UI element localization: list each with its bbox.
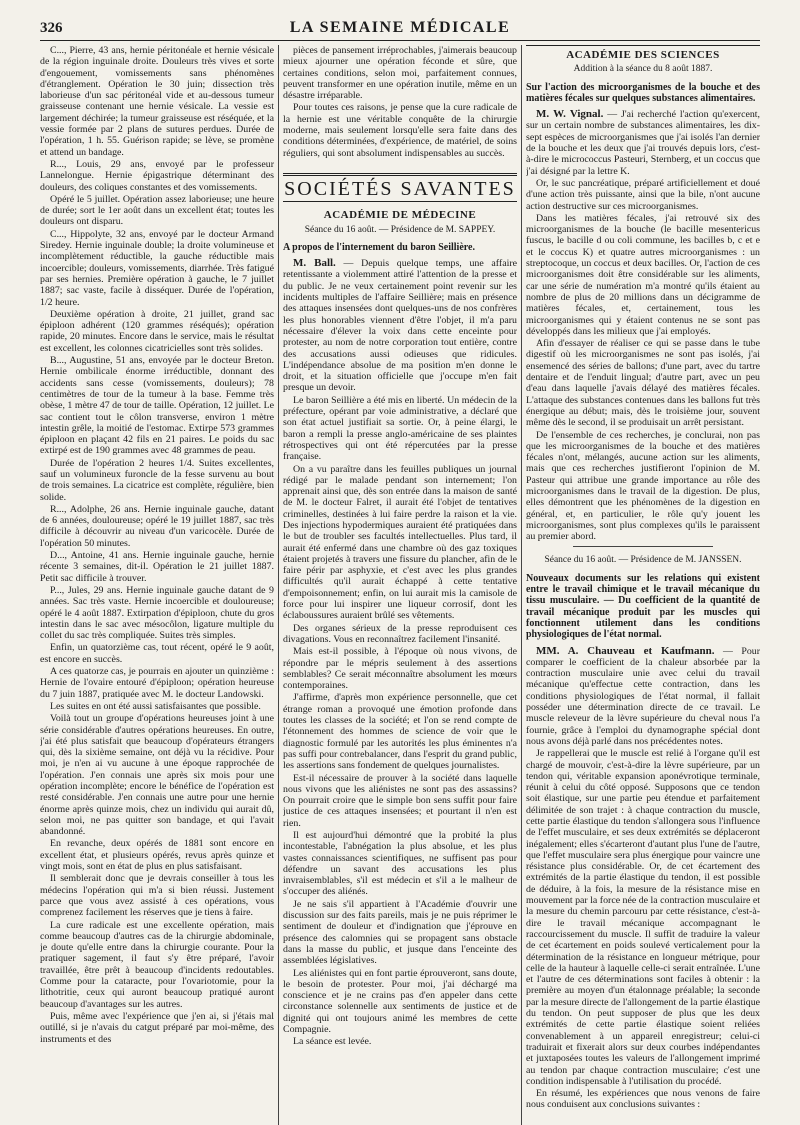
paragraph: Les aliénistes qui en font partie éprouveront, sans doute, le besoin de protester. Pour moi, j'ai déchargé ma conscience et je ne crains pas d'en appeler dans cette circonstance solennelle aux sentiments de justice et de dignité qui ont toujours animé les membres de cette Compagnie. [283, 967, 517, 1036]
paragraph: P..., Jules, 29 ans. Hernie inguinale gauche datant de 9 années. Sac très vaste. Hernie incoercible et douloureuse; opéré le 4 août 1887. Extirpation d'épiploon, chute du gros intestin dans le sac avec mésocôlon, ligature multiple du collet du sac très compliquée. Suites très simples. [40, 584, 274, 642]
paragraph: Opéré le 5 juillet. Opération assez laborieuse; une heure de durée; sort le 1er août dans un excellent état; toutes les douleurs ont disparu. [40, 193, 274, 228]
paragraph: R..., Adolphe, 26 ans. Hernie inguinale gauche, datant de 6 années, douloureuse; opéré le 19 juillet 1887, sac très difficile à découvrir au niveau d'un varicocèle. Durée de l'opération 50 minutes. [40, 503, 274, 549]
paragraph: Est-il nécessaire de prouver à la société dans laquelle nous vivons que les aliénistes ne sont pas des assassins? On pourrait croire que le simple bon sens suffit pour faire justice de ces attaques insensées; et pourtant il n'en est rien. [283, 772, 517, 829]
seance-meta: Addition à la séance du 8 août 1887. [573, 64, 713, 75]
speaker-name: M. Ball. [293, 257, 336, 270]
journal-title: LA SEMAINE MÉDICALE [289, 19, 511, 36]
paragraph: Enfin, un quatorzième cas, tout récent, opéré le 9 août, est encore en succès. [40, 642, 274, 665]
columns [40, 45, 760, 1125]
page-number: 326 [40, 20, 63, 36]
column-2 [283, 45, 517, 1125]
paragraph: Deuxième opération à droite, 21 juillet, grand sac épiploon adhérent (120 grammes réséqués); opération rapide, 20 minutes. Encore dans le service, mais le résultat est excellent, les colonnes cicatricielles sont très solides. [40, 308, 274, 354]
page-header [40, 18, 760, 41]
speaker-paragraph [526, 109, 760, 177]
paragraph: La cure radicale est une excellente opération, mais comme beaucoup d'autres cas de la chirurgie abdominale, je doute qu'elle entre dans la chirurgie courante. Pour la pratiquer sagement, il faut s'y être préparé, l'avoir travaillée, être prêt à beaucoup d'incidents redoutables. Comme pour la cataracte, pour l'ovariotomie, pour la lithotritie, ceux qui auront beaucoup pratiqué auront beaucoup d'avantages sur les autres. [40, 919, 274, 1010]
paragraph: Le baron Seillière a été mis en liberté. Un médecin de la préfecture, opérant par voie administrative, a déclaré que son état actuel justifiait sa sortie. Or, à peine élargi, le baron a rempli la presse anglo-américaine de ses plaintes rétrospectives qui ont été répercutées par la presse française. [283, 394, 517, 463]
seance-meta: Séance du 16 août. — Présidence de M. SAPPEY. [304, 224, 496, 235]
paragraph: On a vu paraître dans les feuilles publiques un journal rédigé par le malade pendant son internement; l'on apprenait ainsi que, dès son entrée dans la maison de santé de M. le docteur Falret, il aurait été l'objet de tentatives criminelles, destinées à lui faire perdre la raison et la vie. Des injections hypodermiques auraient été pratiquées dans le but de troubler ses facultés intellectuelles. Plus tard, il aurait été enfermé dans une chambre où des gaz toxiques étaient projetés à travers une fissure du plancher, afin de le faire périr par asphyxie, et c'est avec les plus grandes difficultés qu'il aurait échappé à cette tentative d'empoisonnement; enfin, on lui aurait mis la camisole de force pour lui inspirer une liqueur corrosif, dont les éclaboussures auraient brûlé ses vêtements. [283, 463, 517, 622]
paragraph: Dans les matières fécales, j'ai retrouvé six des microorganismes de la bouche (le bacille mesentericus fuscus, le bacille d ou coli commune, les bacilles b, c et e et le coccus K) et quatre autres microorganismes : un streptocoque, un coccus et deux bacilles. Or, l'action de ces microorganismes doit être considérable sur les aliments, car une série de numération m'a montré qu'ils étaient au nombre de plus de 20 millions dans un décigramme de matières fécales, et, certainement, tous les microorganismes qui y étaient contenus ne se sont pas développés dans les milieux que j'ai employés. [526, 212, 760, 337]
paragraph: D..., Antoine, 41 ans. Hernie inguinale gauche, hernie récente 3 semaines, dit-il. Opération le 21 juillet 1887. Petit sac difficile à trouver. [40, 550, 274, 584]
seance-meta: Séance du 16 août. — Présidence de M. JANSSEN. [544, 555, 742, 566]
paragraph: B..., Augustine, 51 ans, envoyée par le docteur Breton. Hernie ombilicale énorme irréductible, donnant des accidents sans cesse (vomissements, douleurs); 78 centimètres de tour de la tumeur à la base. Femme très obèse, 1 mètre 47 de tour de taille. Opération, 12 juillet. Le sac contient tout le côlon transverse, environ 1 mètre intestin grêle, la moitié de l'estomac. Extirpe 573 grammes épiploon en plaçant 42 fils en 21 paires. Le poids du sac extirpé est de 190 grammes avec 48 grammes de peau. [40, 355, 274, 457]
academie-medecine-body [283, 395, 517, 1048]
paragraph: Il semblerait donc que je devrais conseiller à tous les médecins l'opération qui m'a si bien réussi. Justement parce que vous avez assisté à ces opérations, vous comprenez facilement les réserves que je tiens à faire. [40, 873, 274, 919]
speaker-paragraph [526, 646, 760, 748]
paragraph: En revanche, deux opérés de 1881 sont encore en excellent état, et plusieurs opérés, revus après quinze et vingt mois, sont en état de plus en plus satisfaisant. [40, 838, 274, 873]
paragraph: Puis, même avec l'expérience que j'en ai, si j'étais mal outillé, si je n'avais du catgut préparé par moi-même, des instruments et des [40, 1010, 274, 1045]
academie-sciences-body [526, 178, 760, 543]
column-1 [40, 45, 274, 1125]
paragraph-text: — Depuis quelque temps, une affaire retentissante a violemment attiré l'attention de la presse et du public. Je ne veux certainement point revenir sur les incidents multiples de l'affaire Seillière; mais en présence des attaques insensées dont quelques-uns de nos confrères les plus honorables viennent d'être l'objet, il m'a paru nécessaire d'élever la voix dans cette enceinte pour protester, au nom de notre corporation tout entière, contre des accusations aussi odieuses que ridicules. L'indépendance absolue de ma position m'en donne le droit, et la situation officielle que j'occupe m'en fait presque un devoir. [283, 258, 517, 394]
article-subhead: Nouveaux documents sur les relations qui existent entre le travail chimique et le travail mécanique du tissu musculaire. — Du coefficient de la quantité de travail mécanique produit par les muscles qui fonctionnent utilement dans les conditions physiologiques de l'état normal. [526, 572, 760, 641]
paragraph: C..., Pierre, 43 ans, hernie péritonéale et hernie vésicale de la région inguinale droite. Douleurs très vives et sorte d'engouement, vomissements sans phénomènes d'étranglement. Opération le 30 juin; dissection très laborieuse d'un sac péritonéal vide et au-dessous tumeur graisseuse contenant une hernie vésicale. La vessie est largement déchirée; la tumeur graisseuse est réséquée, et la vessie formée par 2 plans de sutures perdues. Durée de l'opération, 1 h. 55. Guérison rapide; se lève, se promène et attend un bandage. [40, 45, 274, 158]
paragraph: Durée de l'opération 2 heures 1/4. Suites excellentes, sauf un volumineux furoncle de la fesse survenu au bout de trois semaines. La cicatrice est complète, régulière, bien solide. [40, 457, 274, 503]
article-subhead: Sur l'action des microorganismes de la bouche et des matières fécales sur quelques substances alimentaires. [526, 81, 760, 104]
section-banner-title: SOCIÉTÉS SAVANTES [284, 177, 516, 200]
paragraph: Je rappellerai que le muscle est relié à l'organe qu'il est chargé de mouvoir, c'est-à-dire la lèvre supérieure, par un tendon qui, véritable expansion aponévrotique terminale, réunit à celui du côté opposé. Supposons que ce tendon soit élastique, sur une partie peu étendue et parfaitement délimitée de son trajet : à chaque contraction du muscle, cette partie élastique du tendon s'allongera sous l'influence de l'effet musculaire, et ses deux extrémités se déplaceront inégalement; elles s'écarteront d'autant plus l'une de l'autre, que l'effet musculaire sera plus énergique pour vaincre une résistance plus considérable. Or, de cet écartement des extrémités de la partie élastique du tendon, il est possible de déduire, à la fois, la mesure de la résistance mise en mouvement par la force née de la contraction musculaire et la mesure du chemin parcouru par cette résistance, c'est-à-dire le travail mécanique accompagnant le raccourcissement du muscle. Il suffit de traduire la valeur de cet écartement en poids soulevé verticalement pour la détermination de la résistance en longueur métrique, pour celle de la hauteur à laquelle celle-ci serait entraînée. L'une et l'autre de ces déterminations sont faciles à obtenir : la première au moyen d'un étalonnage préalable; la seconde par la mesure directe de l'allongement de la partie élastique du tendon. On peut supposer de plus que les deux extrémités de cette partie élastique soient reliées convenablement à un appareil enregistreur; celui-ci traduirait et fixerait alors sur deux courbes indépendantes et juxtaposées toutes les valeurs de l'allongement imprimé au tendon par chaque contraction musculaire; c'est une condition indispensable à l'utilisation du procédé. [526, 748, 760, 1087]
column-divider [521, 45, 522, 1125]
paragraph: Mais est-il possible, à l'époque où nous vivons, de répondre par le mépris seulement à des assertions semblables? Ce serait méconnaître absolument les mœurs contemporaines. [283, 646, 517, 692]
paragraph: La séance est levée. [293, 1036, 372, 1048]
paragraph: C..., Hippolyte, 32 ans, envoyé par le docteur Armand Siredey. Hernie inguinale double; la droite volumineuse et incomplètement réductible, la gauche réductible mais incoercible; douleurs, vomissements, diarrhée. Très fatigué par ses hernies. Première opération à gauche, le 7 juillet 1887; sac vaste, facile à disséquer. Durée de l'opération, 1/2 heure. [40, 228, 274, 308]
paragraph: Les suites en ont été aussi satisfaisantes que possible. [50, 700, 261, 712]
academie-sciences-body-2 [526, 748, 760, 1111]
paragraph: En résumé, les expériences que nous venons de faire nous conduisent aux conclusions suivantes : [526, 1088, 760, 1111]
paragraph: Or, le suc pancréatique, préparé artificiellement et doué d'une action très puissante, ainsi que la bile, n'ont aucune action destructive sur ces microorganismes. [526, 177, 760, 212]
paragraph: Pour toutes ces raisons, je pense que la cure radicale de la hernie est une véritable conquête de la chirurgie moderne, mais seulement lorsqu'elle sera faite dans des conditions déterminées, d'expérience, de matériel, de soins réguliers, qui sont absolument indispensables au succès. [283, 102, 517, 159]
column-2-continuation [283, 45, 517, 159]
separator-rule [573, 546, 713, 547]
paragraph: Des organes sérieux de la presse reproduisent ces divagations. Vous en reconnaîtrez facilement l'insanité. [283, 622, 517, 645]
paragraph: A ces quatorze cas, je pourrais en ajouter un quinzième : Hernie de l'ovaire entouré d'épiploon; opération heureuse du 7 juin 1887, pratiquée avec M. le docteur Landowski. [40, 666, 274, 700]
academie-sciences-title: ACADÉMIE DES SCIENCES [566, 49, 720, 61]
paragraph: Il est aujourd'hui démontré que la probité la plus incontestable, l'abnégation la plus absolue, et les plus vastes connaissances scientifiques, ne suffisent pas pour défendre un savant des accusations les plus invraisemblables, s'il est médecin et s'il a le malheur de s'occuper des aliénés. [283, 830, 517, 898]
section-banner [283, 173, 517, 202]
paragraph-text: — J'ai recherché l'action qu'exercent, sur un certain nombre de substances alimentaires, les dix-sept espèces de microorganismes que j'ai isolés l'an dernier de la bouche et les deux que j'ai trouvés depuis lors, c'est-à-dire le micrococcus Pasteuri, Sternberg, et un coccus que j'ai désigné par la lettre K. [526, 109, 760, 177]
article-subhead: A propos de l'internement du baron Seillière. [283, 241, 475, 253]
paragraph-text: — Pour comparer le coefficient de la chaleur absorbée par la contraction musculaire unie avec celui du travail mécanique qu'effectue cette contraction, dans les conditions physiologiques de l'état normal, il fallait posséder une détermination directe de ce travail. Le muscle releveur de la lèvre supérieure du cheval nous l'a fournie, grâce à l'emploi du dynamographe spécial dont nous avons déjà parlé dans nos précédentes notes. [526, 645, 760, 747]
paragraph: De l'ensemble de ces recherches, je conclurai, non pas que les microorganismes de la bouche et des matières fécales n'ont, mélangés, aucune action sur les aliments, mais que ces recherches justifieront l'opinion de M. Pasteur qui attribue une grande importance au rôle des microorganismes dans le travail de la digestion. De plus, elles démontrent que les phénomènes de la digestion en général, et, en particulier, le rôle qu'y jouent les microorganismes, sont plus complexes qu'ils le paraissent au premier abord. [526, 429, 760, 543]
column-3 [526, 45, 760, 1125]
speaker-name: M. W. Vignal. [536, 108, 604, 121]
paragraph: pièces de pansement irréprochables, j'aimerais beaucoup mieux ajourner une opération féconde et sûre, que certaines conditions, selon moi, parfaitement connues, peuvent transformer en une opération inutile, même en un désastre irréparable. [283, 45, 517, 102]
academie-medecine-title: ACADÉMIE DE MÉDECINE [323, 209, 477, 222]
paragraph: Voilà tout un groupe d'opérations heureuses joint à une série considérable d'autres opérations heureuses. En outre, j'ai été plus satisfait que beaucoup d'opérateurs étrangers qui, dès la sixième semaine, ont déjà vu la récidive. Pour moi, je n'en ai vu aucune à une époque rapprochée de l'opération. J'en connais une après six mois pour une opération incomplète; encore le bénéfice de l'opération est resté considérable. J'en connais une autre pour une hernie énorme après quinze mois, chez un individu qui aurait dû, selon moi, ne pas quitter son bandage, et qui l'avait abandonné. [40, 713, 274, 838]
paragraph: Afin d'essayer de réaliser ce qui se passe dans le tube digestif où les microorganismes ne sont pas isolés, j'ai ensemencé des séries de ballons; d'une part, avec du tartre dentaire et de l'enduit lingual; d'autre part, avec un peu d'eau dans laquelle j'avais délayé des matières fécales. L'attaque des substances contenues dans les ballons fut très énergique au début; mais, dès le troisième jour, souvent même dès le second, il se produisait un arrêt persistant. [526, 338, 760, 429]
column-divider [278, 45, 279, 1125]
paragraph: Je ne sais s'il appartient à l'Académie d'ouvrir une discussion sur des faits pareils, mais je ne puis réprimer le sentiment de douleur et d'indignation que j'éprouve en présence des calomnies qui se propagent sans obstacle dans la masse du public, et jusque dans l'enceinte des assemblées législatives. [283, 898, 517, 967]
paragraph: J'affirme, d'après mon expérience personnelle, que cet étrange roman a provoqué une émotion profonde dans toutes les classes de la société; et l'on se rend compte de l'étonnement des hommes de science de voir que le diagnostic formulé par les autorités les plus éminentes n'a pas suffi pour contrebalancer, dans l'esprit du grand public, les assertions sans fondement de quelques journalistes. [283, 692, 517, 772]
speaker-name: MM. A. Chauveau et Kaufmann. [536, 644, 715, 657]
speaker-paragraph [283, 258, 517, 394]
paragraph: R..., Louis, 29 ans, envoyé par le professeur Lannelongue. Hernie épigastrique déterminant des douleurs, des coliques constantes et des vomissements. [40, 158, 274, 193]
top-rule [526, 45, 760, 46]
